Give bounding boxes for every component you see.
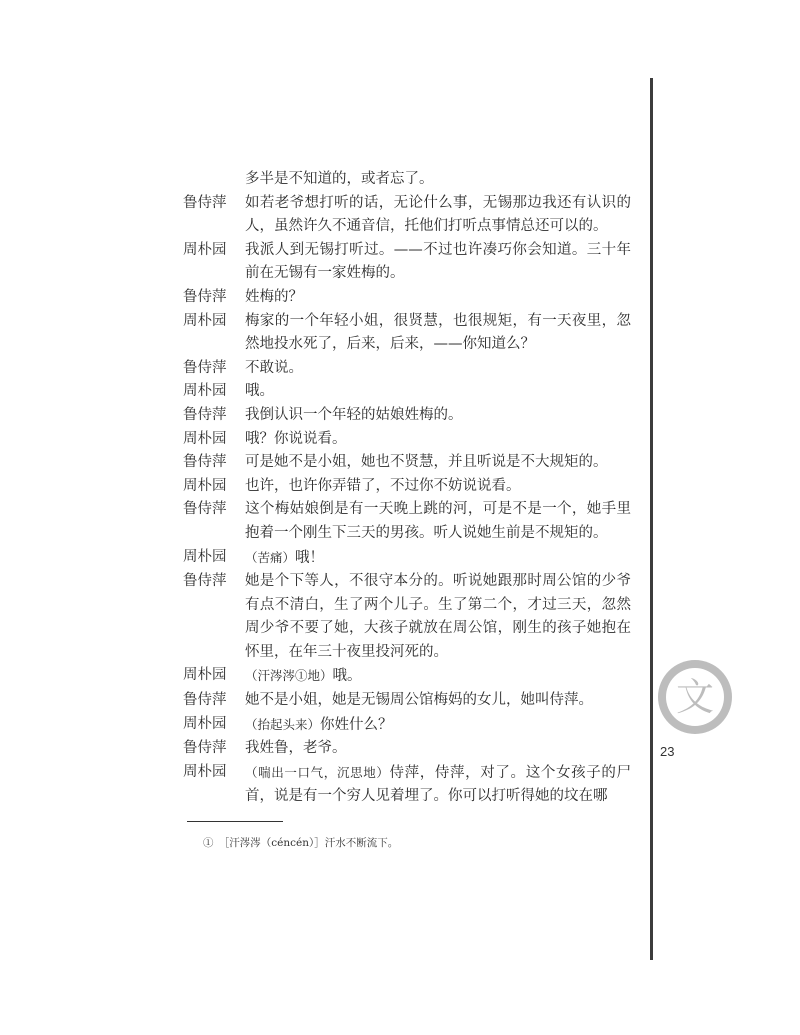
dialogue-line [183,310,631,357]
speech-body: 她是个下等人，不很守本分的。听说她跟那时周公馆的少爷有点不清白，生了两个儿子。生了第二个，才过三天，忽然周少爷不要了她，大孩子就放在周公馆，刚生的孩子她抱在怀里，在年三十夜里投河死的。 [245,573,631,660]
speaker-name: 周朴园 [183,430,227,447]
circle-wen-emblem-icon [658,660,732,734]
speech-body: 哦。 [332,668,362,685]
speech-body: 我倒认识一个年轻的姑娘姓梅的。 [245,406,463,423]
dialogue-line [183,428,631,452]
speech-text [245,761,631,809]
speech-body: 也许，也许你弄错了，不过你不妨说说看。 [245,477,521,494]
speech-body: 我姓鲁，老爷。 [245,740,347,757]
speech-body: 多半是不知道的，或者忘了。 [245,171,434,187]
dialogue-line [183,475,631,499]
speaker-name: 鲁侍萍 [183,692,227,709]
speech-text [245,168,631,192]
dialogue-line [183,380,631,404]
dialogue-block [183,168,631,809]
speech-text [245,192,631,239]
speech-text [245,310,631,357]
speaker-name: 周朴园 [183,667,227,684]
speech-body: 她不是小姐，她是无锡周公馆梅妈的女儿，她叫侍萍。 [245,692,593,709]
speech-text [245,546,631,571]
speech-body: 这个梅姑娘倒是有一天晚上跳的河，可是不是一个，她手里抱着一个刚生下三天的男孩。听人说她生前是不规矩的。 [245,501,631,541]
page-number: 23 [660,744,675,759]
speech-body: 哦。 [245,383,274,400]
speech-text [245,380,631,404]
dialogue-line [183,192,631,239]
speech-text [245,737,631,761]
footnote-divider [187,821,283,822]
speaker-name: 周朴园 [183,763,227,780]
dialogue-line [183,286,631,310]
speech-body: 可是她不是小姐，她也不贤慧，并且听说是不大规矩的。 [245,454,608,471]
speech-body: 如若老爷想打听的话，无论什么事，无锡那边我还有认识的人，虽然许久不通音信，托他们打听点事情总还可以的。 [245,194,631,235]
speech-body: 我派人到无锡打听过。——不过也许凑巧你会知道。三十年前在无锡有一家姓梅的。 [245,241,631,282]
dialogue-line [183,570,631,664]
speech-body: 你姓什么？ [320,716,393,733]
speech-text [245,475,631,499]
speaker-name: 周朴园 [183,241,227,258]
speech-body: 侍萍，侍萍，对了。这个女孩子的尸首，说是有一个穷人见着埋了。你可以打听得她的坟在哪 [245,764,631,805]
speaker-name: 周朴园 [183,715,227,732]
dialogue-line [183,498,631,545]
emblem-glyph: 文 [675,675,715,719]
speech-text [245,404,631,428]
speech-text [245,498,631,545]
speech-body: 姓梅的？ [245,288,303,305]
stage-direction: （抬起头来） [245,716,321,732]
speech-text [245,570,631,664]
speech-text [245,239,631,286]
speaker-name: 鲁侍萍 [183,740,227,757]
speaker-name: 周朴园 [183,383,227,400]
dialogue-line [183,357,631,381]
dialogue-line [183,168,631,192]
emblem-svg [658,660,732,734]
speech-body: 梅家的一个年轻小姐，很贤慧，也很规矩，有一天夜里，忽然地投水死了，后来，后来，——你知道么？ [245,312,631,353]
speaker-name: 鲁侍萍 [183,454,227,471]
speaker-name: 鲁侍萍 [183,194,227,211]
dialogue-line [183,737,631,761]
speech-text [245,713,631,738]
dialogue-line [183,689,631,713]
speech-text [245,451,631,475]
speaker-name: 鲁侍萍 [183,501,227,518]
stage-direction: （汗涔涔①地） [245,668,333,684]
speech-text [245,286,631,310]
speech-text [245,428,631,452]
speaker-name: 鲁侍萍 [183,288,227,305]
footnote-text: ① ［汗涔涔（céncén）］汗水不断流下。 [203,837,399,849]
margin-rule [650,78,653,960]
stage-direction: （苦痛） [245,549,296,565]
dialogue-line [183,713,631,738]
speaker-name: 周朴园 [183,477,227,494]
speech-body: 哦？你说说看。 [245,430,347,447]
speech-body: 哦！ [295,549,325,566]
speech-text [245,689,631,713]
dialogue-line [183,239,631,286]
speaker-name: 周朴园 [183,548,227,565]
speech-text [245,357,631,381]
dialogue-line [183,546,631,571]
speaker-name: 鲁侍萍 [183,406,227,423]
dialogue-line [183,761,631,809]
speaker-name: 鲁侍萍 [183,359,227,376]
dialogue-line [183,451,631,475]
dialogue-line [183,664,631,689]
speech-text [245,664,631,689]
stage-direction: （喘出一口气，沉思地） [245,764,390,780]
dialogue-line [183,404,631,428]
speaker-name: 周朴园 [183,312,227,329]
speaker-name: 鲁侍萍 [183,573,227,590]
speech-body: 不敢说。 [245,359,303,376]
